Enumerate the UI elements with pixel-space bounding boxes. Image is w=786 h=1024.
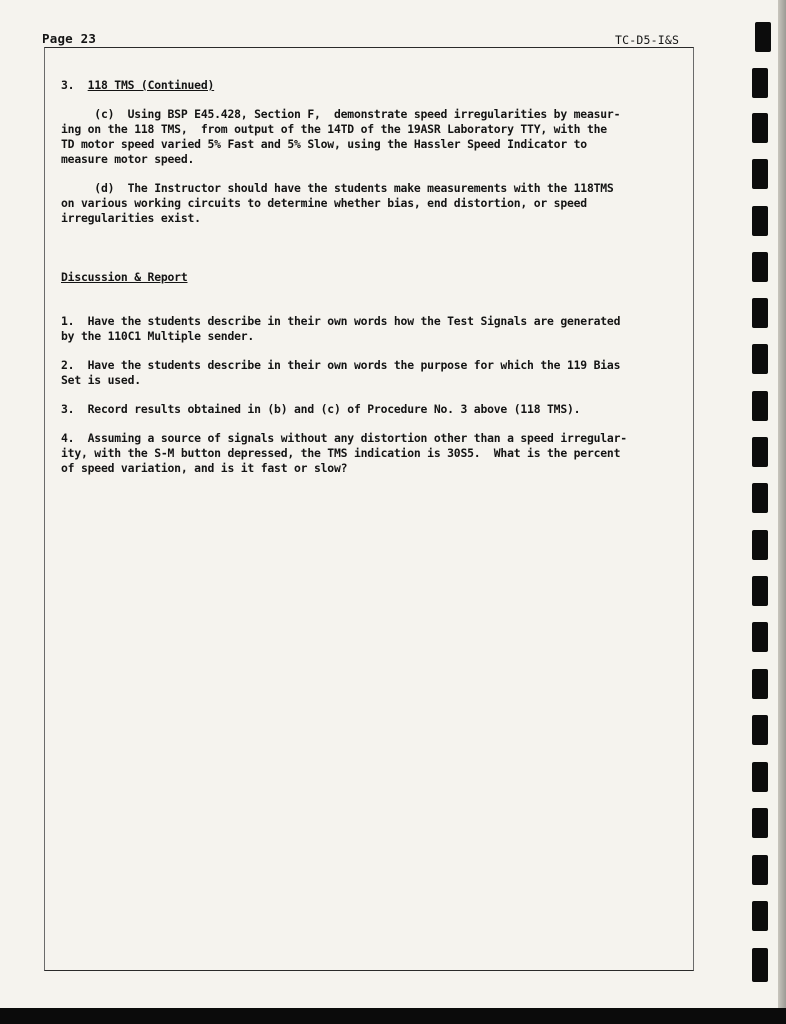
discussion-item-4-line: 4. Assuming a source of signals without any distortion other than a speed irregular- <box>61 431 627 445</box>
section-number: 3. <box>61 78 75 92</box>
binder-hole <box>752 808 768 838</box>
binder-hole <box>752 344 768 374</box>
paragraph-c-line: measure motor speed. <box>61 152 195 166</box>
binder-hole <box>752 298 768 328</box>
binder-hole <box>752 68 768 98</box>
discussion-heading: Discussion & Report <box>61 270 188 284</box>
paragraph-d-line: (d) The Instructor should have the students make measurements with the 118TMS <box>61 181 614 195</box>
binder-hole <box>752 901 768 931</box>
discussion-item-2-line: Set is used. <box>61 373 141 387</box>
binder-hole <box>752 948 768 982</box>
binder-hole <box>755 22 771 52</box>
paragraph-d-line: on various working circuits to determine whether bias, end distortion, or speed <box>61 196 587 210</box>
page-edge-shadow <box>778 0 786 1024</box>
binder-hole <box>752 437 768 467</box>
paragraph-c-line: (c) Using BSP E45.428, Section F, demonstrate speed irregularities by measur- <box>61 107 621 121</box>
paragraph-c-line: TD motor speed varied 5% Fast and 5% Slow, using the Hassler Speed Indicator to <box>61 137 587 151</box>
binder-hole <box>752 669 768 699</box>
paragraph-d-line: irregularities exist. <box>61 211 201 225</box>
binder-hole <box>752 576 768 606</box>
binder-hole <box>752 855 768 885</box>
section-title: 118 TMS (Continued) <box>87 78 215 92</box>
document-body <box>61 78 689 476</box>
discussion-item-2-line: 2. Have the students describe in their own words the purpose for which the 119 Bias <box>61 358 621 372</box>
binder-hole <box>752 715 768 745</box>
binder-hole <box>752 206 768 236</box>
page-number: Page 23 <box>42 31 97 46</box>
binder-hole <box>752 530 768 560</box>
binder-hole <box>752 391 768 421</box>
binder-hole <box>752 113 768 143</box>
binder-hole <box>752 483 768 513</box>
discussion-item-4-line: ity, with the S-M button depressed, the TMS indication is 30S5. What is the percent <box>61 446 621 460</box>
binder-hole <box>752 762 768 792</box>
binder-hole <box>752 622 768 652</box>
binder-hole <box>752 159 768 189</box>
document-id: TC-D5-I&S <box>615 33 680 47</box>
discussion-item-3-line: 3. Record results obtained in (b) and (c) of Procedure No. 3 above (118 TMS). <box>61 402 581 416</box>
discussion-item-1-line: by the 110C1 Multiple sender. <box>61 329 255 343</box>
binder-hole <box>752 252 768 282</box>
discussion-item-1-line: 1. Have the students describe in their own words how the Test Signals are generated <box>61 314 621 328</box>
section-heading <box>61 78 689 93</box>
discussion-item-4-line: of speed variation, and is it fast or slow? <box>61 461 348 475</box>
paragraph-c-line: ing on the 118 TMS, from output of the 14TD of the 19ASR Laboratory TTY, with the <box>61 122 607 136</box>
scan-bottom-shadow <box>0 1008 786 1024</box>
